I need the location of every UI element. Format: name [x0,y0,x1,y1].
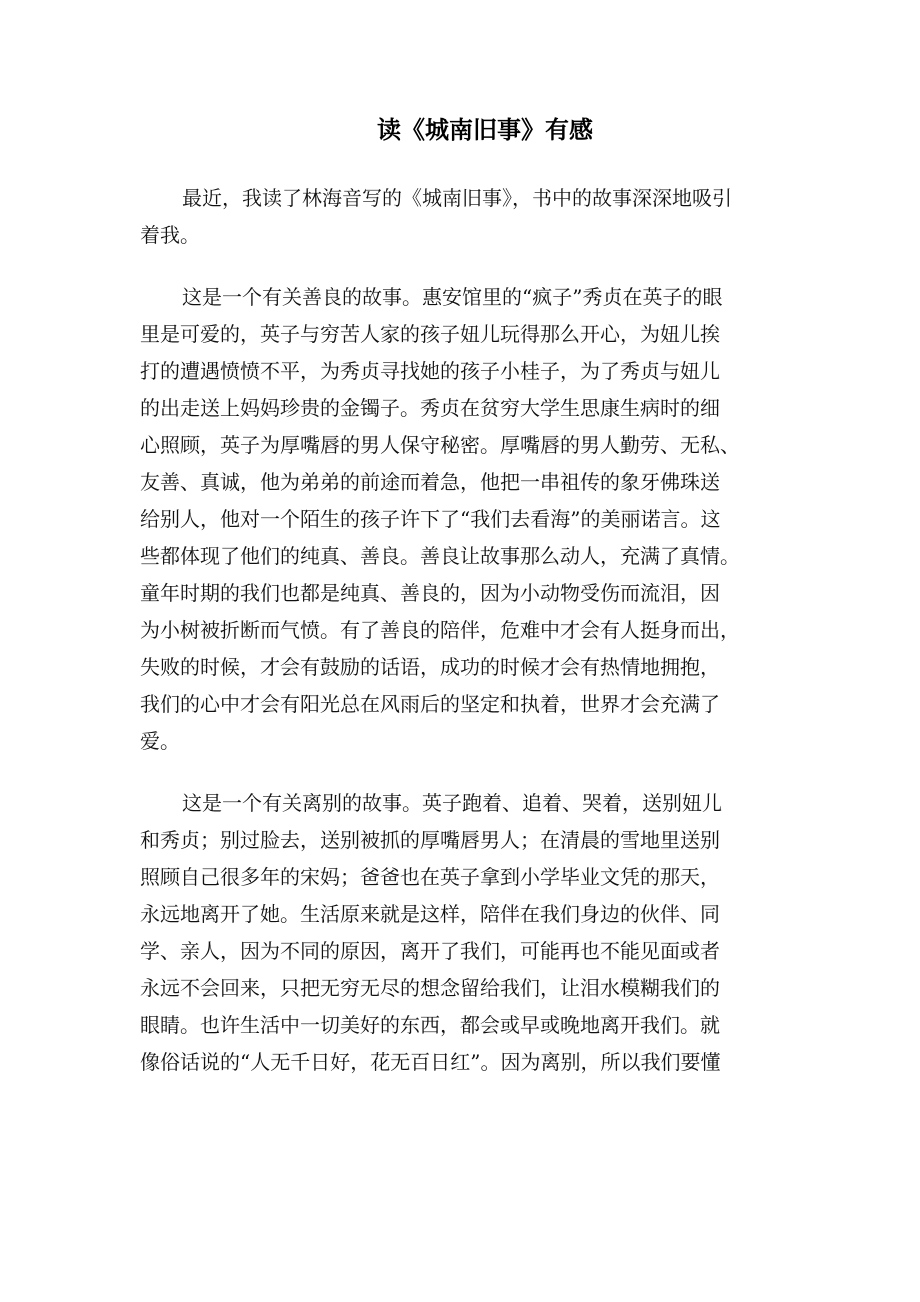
text-line: 我们的心中才会有阳光总在风雨后的坚定和执着，世界才会充满了 [140,692,720,716]
paragraph-intro [140,180,780,254]
text-line: 爱。 [140,729,180,753]
essay-body [140,180,780,1106]
text-line: 永远不会回来，只把无穷无尽的想念留给我们，让泪水模糊我们的 [140,976,720,1000]
paragraph-kindness [140,279,780,760]
text-line: 心照顾，英子为厚嘴唇的男人保守秘密。厚嘴唇的男人勤劳、无私、 [140,433,740,457]
text-line: 像俗话说的“人无千日好，花无百日红”。因为离别，所以我们要懂 [140,1050,721,1074]
text-line: 永远地离开了她。生活原来就是这样，陪伴在我们身边的伙伴、同 [140,902,720,926]
text-line: 照顾自己很多年的宋妈；爸爸也在英子拿到小学毕业文凭的那天， [140,865,720,889]
text-line: 这是一个有关离别的故事。英子跑着、追着、哭着，送别妞儿 [182,791,722,815]
paragraph-farewell [140,785,780,1081]
text-line: 友善、真诚，他为弟弟的前途而着急，他把一串祖传的象牙佛珠送 [140,470,720,494]
essay-title: 读《城南旧事》有感 [377,116,593,144]
text-line: 给别人，他对一个陌生的孩子许下了“我们去看海”的美丽诺言。这 [140,507,721,531]
text-line: 童年时期的我们也都是纯真、善良的，因为小动物受伤而流泪，因 [140,581,720,605]
text-line: 的出走送上妈妈珍贵的金镯子。秀贞在贫穷大学生思康生病时的细 [140,396,720,420]
text-line: 这是一个有关善良的故事。惠安馆里的“疯子”秀贞在英子的眼 [182,285,723,309]
text-line: 着我。 [140,223,200,247]
text-line: 打的遭遇愤愤不平，为秀贞寻找她的孩子小桂子，为了秀贞与妞儿 [140,359,720,383]
text-line: 最近，我读了林海音写的《城南旧事》，书中的故事深深地吸引 [182,186,732,210]
text-line: 学、亲人，因为不同的原因，离开了我们，可能再也不能见面或者 [140,939,720,963]
text-line: 些都体现了他们的纯真、善良。善良让故事那么动人，充满了真情。 [140,544,740,568]
text-line: 和秀贞；别过脸去，送别被抓的厚嘴唇男人；在清晨的雪地里送别 [140,828,720,852]
text-line: 失败的时候，才会有鼓励的话语，成功的时候才会有热情地拥抱， [140,655,720,679]
text-line: 里是可爱的，英子与穷苦人家的孩子妞儿玩得那么开心，为妞儿挨 [140,322,720,346]
text-line: 为小树被折断而气愤。有了善良的陪伴，危难中才会有人挺身而出， [140,618,740,642]
text-line: 眼睛。也许生活中一切美好的东西，都会或早或晚地离开我们。就 [140,1013,720,1037]
